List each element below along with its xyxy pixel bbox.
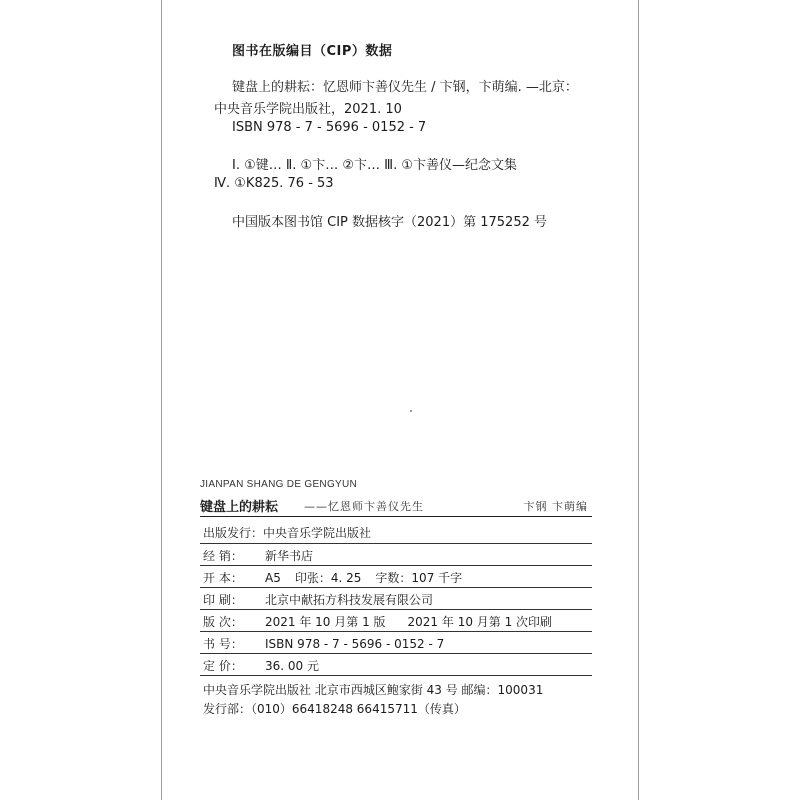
title-pinyin: JIANPAN SHANG DE GENGYUN (200, 479, 358, 490)
rule-6 (200, 653, 592, 654)
cip-heading: 图书在版编目（CIP）数据 (232, 44, 393, 59)
book-title: 键盘上的耕耘 (200, 500, 279, 515)
format-value: A5 (265, 571, 281, 585)
price-value: 36. 00 元 (265, 659, 319, 673)
row-publisher (203, 524, 371, 541)
publisher-label: 出版发行： (203, 526, 264, 540)
stray-dot (410, 410, 412, 412)
publisher-phone: 发行部：（010）66418248 66415711（传真） (203, 702, 466, 716)
distributor-value: 新华书店 (265, 549, 314, 563)
row-distributor (203, 547, 313, 564)
cip-line-index: Ⅰ. ①键… Ⅱ. ①卞… ②卞… Ⅲ. ①卞善仪—纪念文集 (232, 158, 518, 173)
edition-value: 2021 年 10 月第 1 版 (265, 615, 386, 629)
row-edition (203, 613, 552, 630)
row-isbn (203, 635, 444, 652)
title-row (200, 494, 592, 514)
cip-line-isbn: ISBN 978 - 7 - 5696 - 0152 - 7 (232, 120, 427, 135)
sheets-value: 4. 25 (330, 571, 362, 585)
rule-3 (200, 587, 592, 588)
row-price (203, 657, 319, 674)
isbn-label: 书 号： (203, 637, 243, 651)
rule-1 (200, 543, 592, 544)
price-label: 定 价： (203, 659, 243, 673)
publisher-value: 中央音乐学院出版社 (263, 526, 372, 540)
publisher-address: 中央音乐学院出版社 北京市西城区鲍家街 43 号 邮编：100031 (203, 683, 544, 697)
rule-4 (200, 609, 592, 610)
row-printer (203, 591, 433, 608)
printer-value: 北京中献拓方科技发展有限公司 (265, 593, 434, 607)
row-format (203, 569, 462, 586)
cip-line-title: 键盘上的耕耘：忆恩师卞善仪先生 / 卞钢，卞萌编. —北京： (232, 80, 578, 95)
words-label: 字数： (375, 571, 412, 585)
cip-line-record-number: 中国版本图书馆 CIP 数据核字（2021）第 175252 号 (232, 215, 547, 230)
format-label: 开 本： (203, 571, 243, 585)
edition-label: 版 次： (203, 615, 243, 629)
printer-label: 印 刷： (203, 593, 243, 607)
cip-line-publisher: 中央音乐学院出版社，2021. 10 (214, 102, 402, 117)
sheets-label: 印张： (294, 571, 331, 585)
rule-5 (200, 631, 592, 632)
cip-line-classification: Ⅳ. ①K825. 76 - 53 (214, 176, 334, 191)
isbn-value: ISBN 978 - 7 - 5696 - 0152 - 7 (265, 637, 445, 651)
words-value: 107 千字 (411, 571, 463, 585)
book-subtitle: ——忆恩师卞善仪先生 (304, 500, 424, 513)
rule-2 (200, 565, 592, 566)
rule-top (200, 516, 592, 517)
printing-value: 2021 年 10 月第 1 次印刷 (407, 615, 553, 629)
distributor-label: 经 销： (203, 549, 243, 563)
rule-7 (200, 675, 592, 676)
book-authors: 卞钢 卞萌编 (523, 500, 588, 513)
